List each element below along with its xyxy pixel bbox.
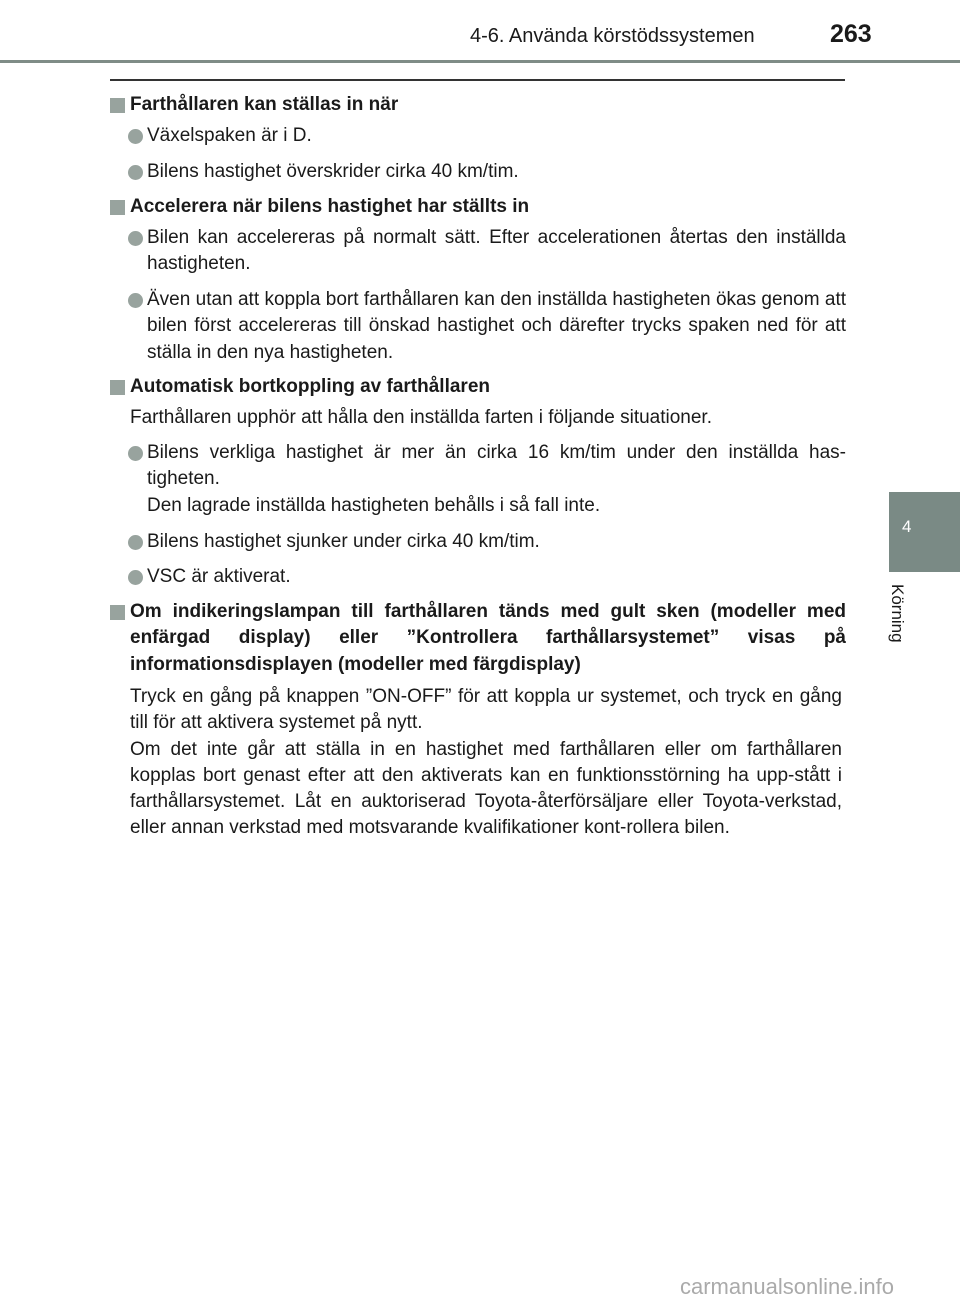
content-divider [110, 79, 845, 81]
bullet-note: Den lagrade inställda hastigheten behålls i så fall inte. [147, 494, 601, 516]
chapter-tab [889, 492, 960, 572]
paragraph-text: Tryck en gång på knappen ”ON-OFF” för att koppla ur systemet, och tryck en gång till för att aktivera systemet på nytt. [130, 686, 842, 734]
header-divider [0, 60, 960, 63]
bullet-text: Bilens verkliga hastighet är mer än cirka 16 km/tim under den inställda has-tigheten. [147, 442, 846, 490]
section-heading: Accelerera när bilens hastighet har ställts in [110, 194, 846, 220]
section-heading: Farthållaren kan ställas in när [110, 92, 846, 118]
bullet-item: Även utan att koppla bort farthållaren kan den inställda hastigheten ökas genom att bilen först accelereras till önskad hastighet och därefter trycks spaken ned för att ställa in den nya hastigheten. [128, 287, 846, 366]
bullet-item: Bilens hastighet överskrider cirka 40 km/tim. [128, 159, 846, 185]
page-number: 263 [830, 20, 872, 48]
bullet-item: VSC är aktiverat. [128, 564, 846, 590]
paragraph: Farthållaren upphör att hålla den inställda farten i följande situationer. [130, 407, 712, 428]
paragraph [130, 684, 842, 842]
chapter-label: Körning [888, 584, 907, 643]
bullet-item: Växelspaken är i D. [128, 123, 846, 149]
chapter-number: 4 [902, 517, 912, 536]
paragraph-text: Om det inte går att ställa in en hastighet med farthållaren eller om farthållaren kopplas bort genast efter att den aktiverats kan en funktionsstörning ha upp-stått i farthållarsystemet. Låt en auktoriserad Toyota-återförsäljare eller Toyota-verkstad, eller annan verkstad med motsvarande kvalifikationer kont-rollera bilen. [130, 738, 842, 839]
section-heading: Automatisk bortkoppling av farthållaren [110, 374, 846, 400]
section-heading: Om indikeringslampan till farthållaren tänds med gult sken (modeller med enfärgad display) eller ”Kontrollera farthållarsystemet” visas på informationsdisplayen (modeller med färgdisplay) [110, 599, 846, 678]
bullet-item: Bilens hastighet sjunker under cirka 40 km/tim. [128, 529, 846, 555]
bullet-item: Bilen kan accelereras på normalt sätt. Efter accelerationen återtas den inställda hastigheten. [128, 225, 846, 278]
bullet-item [128, 440, 846, 519]
section-title: 4-6. Använda körstödssystemen [470, 25, 755, 47]
watermark: carmanualsonline.info [680, 1274, 895, 1299]
